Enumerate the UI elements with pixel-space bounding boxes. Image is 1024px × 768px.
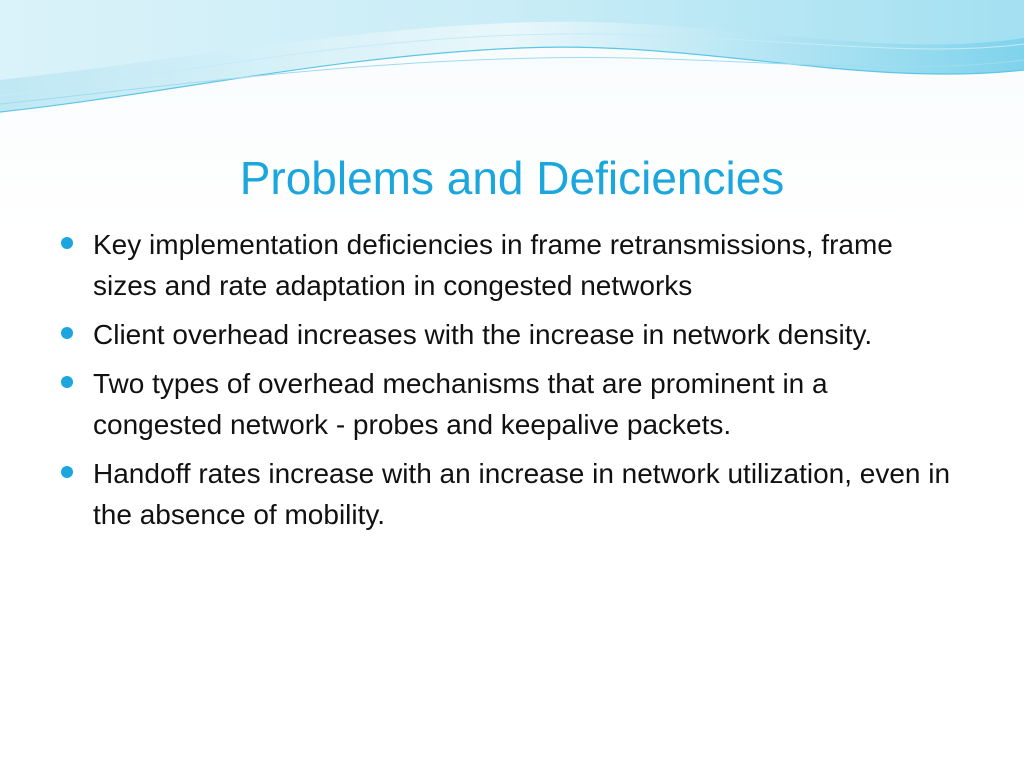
list-item — [60, 314, 962, 355]
bullet-dot-icon — [61, 327, 73, 339]
list-item — [60, 224, 962, 306]
bullet-text: Client overhead increases with the increase in network density. — [93, 319, 873, 350]
bullet-list — [60, 224, 962, 543]
bullet-text: Two types of overhead mechanisms that are prominent in a congested network - probes and keepalive packets. — [93, 368, 828, 440]
list-item — [60, 453, 962, 535]
bullet-text: Key implementation deficiencies in frame retransmissions, frame sizes and rate adaptation in congested networks — [93, 229, 893, 301]
bullet-text: Handoff rates increase with an increase in network utilization, even in the absence of mobility. — [93, 458, 951, 530]
bullet-dot-icon — [61, 466, 73, 478]
header-wave-decoration — [0, 0, 1024, 130]
slide-title: Problems and Deficiencies — [239, 152, 785, 204]
bullet-dot-icon — [61, 376, 73, 388]
list-item — [60, 363, 962, 445]
bullet-dot-icon — [61, 237, 73, 249]
